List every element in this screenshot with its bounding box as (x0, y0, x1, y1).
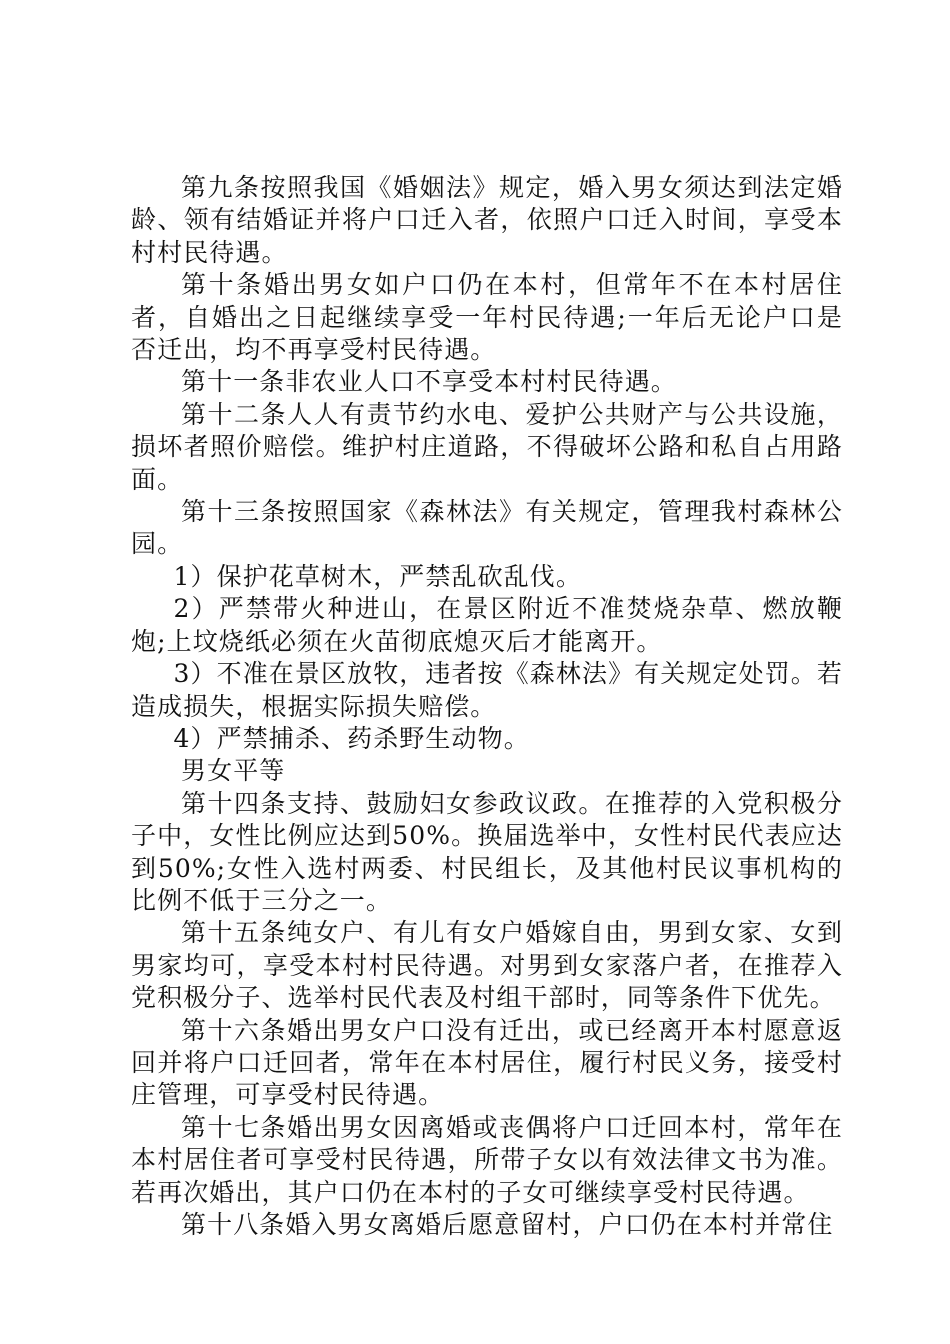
article-16-paragraph: 第十六条婚出男女户口没有迁出，或已经离开本村愿意返回并将户口迁回者，常年在本村居住，履行村民义务，接受村庄管理，可享受村民待遇。 (131, 1015, 843, 1110)
list-item-2: 2）严禁带火种进山，在景区附近不准焚烧杂草、燃放鞭炮;上坟烧纸必须在火苗彻底熄灭后才能离开。 (131, 594, 843, 656)
article-15-paragraph: 第十五条纯女户、有儿有女户婚嫁自由，男到女家、女到男家均可，享受本村村民待遇。对男到女家落户者，在推荐入党积极分子、选举村民代表及村组干部时，同等条件下优先。 (131, 918, 843, 1013)
list-item-3: 3）不准在景区放牧，违者按《森林法》有关规定处罚。若造成损失，根据实际损失赔偿。 (131, 659, 844, 721)
article-18-paragraph: 第十八条婚入男女离婚后愿意留村，户口仍在本村并常住 (181, 1210, 834, 1239)
list-item-1: 1）保护花草树木，严禁乱砍乱伐。 (173, 561, 583, 591)
article-12-paragraph: 第十二条人人有责节约水电、爱护公共财产与公共设施，损坏者照价赔偿。维护村庄道路，不得破坏公路和私自占用路面。 (131, 399, 843, 494)
section-heading-gender-equality: 男女平等 (181, 756, 286, 786)
article-14-paragraph: 第十四条支持、鼓励妇女参政议政。在推荐的入党积极分子中，女性比例应达到50%。换届选举中，女性村民代表应达到50%;女性入选村两委、村民组长，及其他村民议事机构的比例不低于三分之一。 (131, 788, 843, 915)
document-body (131, 172, 843, 1241)
article-11-paragraph: 第十一条非农业人口不享受本村村民待遇。 (181, 367, 677, 397)
article-13-paragraph: 第十三条按照国家《森林法》有关规定，管理我村森林公园。 (131, 497, 843, 559)
list-item-4: 4）严禁捕杀、药杀野生动物。 (173, 723, 530, 753)
article-10-paragraph: 第十条婚出男女如户口仍在本村，但常年不在本村居住者，自婚出之日起继续享受一年村民待遇;一年后无论户口是否迁出，均不再享受村民待遇。 (131, 270, 843, 365)
article-17-paragraph: 第十七条婚出男女因离婚或丧偶将户口迁回本村，常年在本村居住者可享受村民待遇，所带子女以有效法律文书为准。若再次婚出，其户口仍在本村的子女可继续享受村民待遇。 (131, 1112, 843, 1207)
article-9-paragraph: 第九条按照我国《婚姻法》规定，婚入男女须达到法定婚龄、领有结婚证并将户口迁入者，依照户口迁入时间，享受本村村民待遇。 (131, 173, 843, 267)
